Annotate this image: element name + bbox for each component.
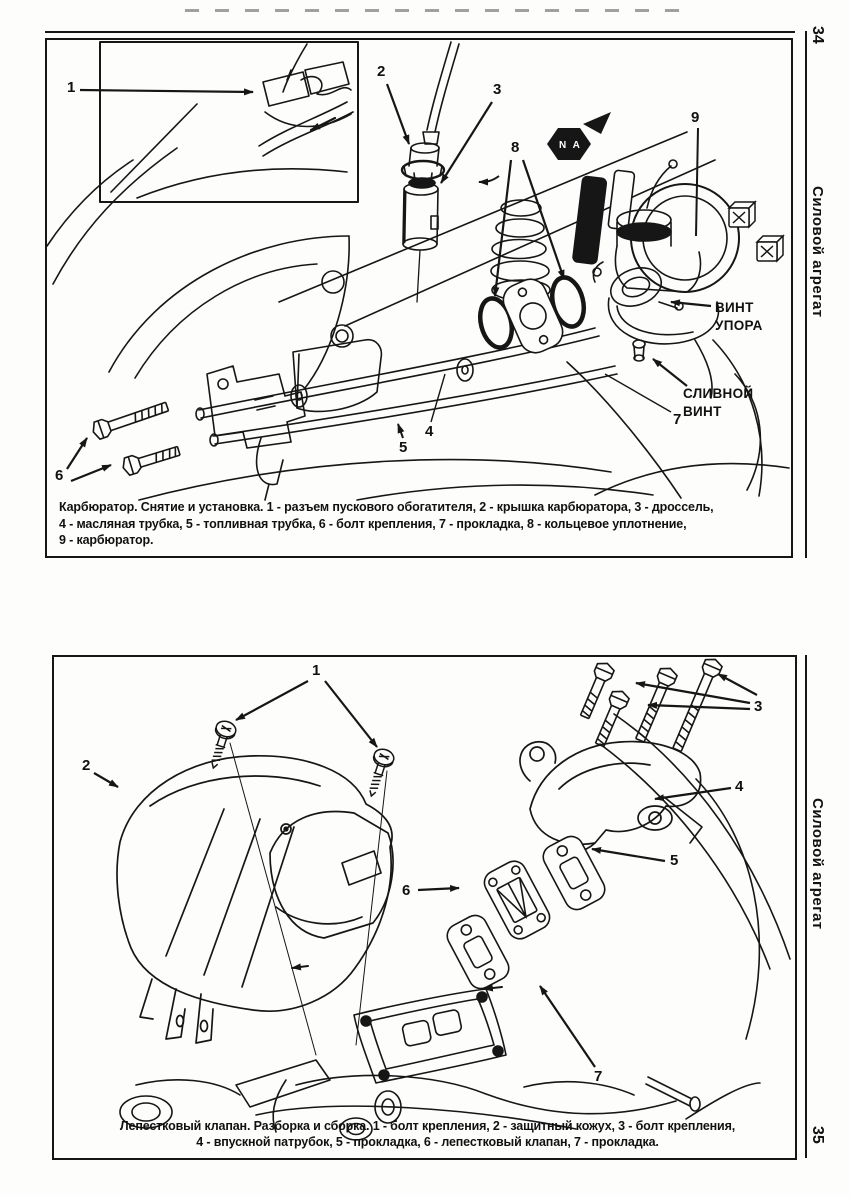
caption-line: 4 - масляная трубка, 5 - топливная трубка, 6 - болт крепления, 7 - прокладка, 8 - кольцевое уплотнение, [59, 516, 687, 531]
callout-8: 8 [511, 139, 520, 156]
intake-stub [573, 170, 635, 264]
na-nut-badge [547, 112, 611, 160]
sidebar-label-bottom: Силовой агрегат [809, 798, 826, 930]
callout-1: 1 [312, 662, 321, 679]
page-number-bottom: 35 [809, 1126, 826, 1144]
callout-2: 2 [82, 757, 91, 774]
callout-4: 4 [735, 778, 744, 795]
page-number-top: 34 [809, 26, 826, 44]
protective-cover [117, 743, 393, 1055]
throttle-assembly [402, 42, 459, 302]
callout-3: 3 [754, 698, 763, 715]
margin-rule-bottom [805, 655, 807, 1158]
carburetor-diagram [47, 40, 791, 556]
na-badge-text: N A [559, 140, 582, 151]
scan-artifact [185, 9, 695, 12]
callout-7: 7 [594, 1068, 603, 1085]
gasket-5 [539, 832, 609, 914]
stop-screw-label-line2: УПОРА [715, 318, 763, 333]
reed-valve-diagram [54, 657, 791, 1154]
figure1-caption [59, 499, 785, 549]
caption-line: 4 - впускной патрубок, 5 - прокладка, 6 - лепестковый клапан, 7 - прокладка. [196, 1135, 659, 1150]
margin-rule-top [805, 31, 807, 558]
callout-1: 1 [67, 79, 76, 96]
callout-4: 4 [425, 423, 434, 440]
top-rule [45, 31, 795, 33]
caption-line: 9 - карбюратор. [59, 533, 154, 548]
figure2-caption [66, 1118, 789, 1152]
drain-screw-label-line1: СЛИВНОЙ [683, 386, 754, 401]
mount-bolts [90, 398, 181, 476]
gasket-7 [443, 911, 513, 993]
figure-reed-valve [52, 655, 797, 1160]
callout-2: 2 [377, 63, 386, 80]
caption-line: Лепестковый клапан. Разборка и сборка. 1 - болт крепления, 2 - защитный кожух, 3 - болт крепления, [119, 1118, 736, 1133]
callout-7: 7 [673, 411, 682, 428]
callout-6: 6 [402, 882, 411, 899]
stop-screw-label-line1: ВИНТ [715, 300, 754, 315]
caption-line: Карбюратор. Снятие и установка. 1 - разъем пускового обогатителя, 2 - крышка карбюратора, 3 - дроссель, [59, 499, 714, 514]
callout-3: 3 [493, 81, 502, 98]
reed-valve-plate [480, 857, 554, 943]
callout-9: 9 [691, 109, 700, 126]
sidebar-label-top: Силовой агрегат [809, 186, 826, 318]
callout-6: 6 [55, 467, 64, 484]
drain-screw-label-line2: ВИНТ [683, 404, 722, 419]
callout-5: 5 [399, 439, 408, 456]
figure-carburetor [45, 38, 793, 558]
callout-5: 5 [670, 852, 679, 869]
